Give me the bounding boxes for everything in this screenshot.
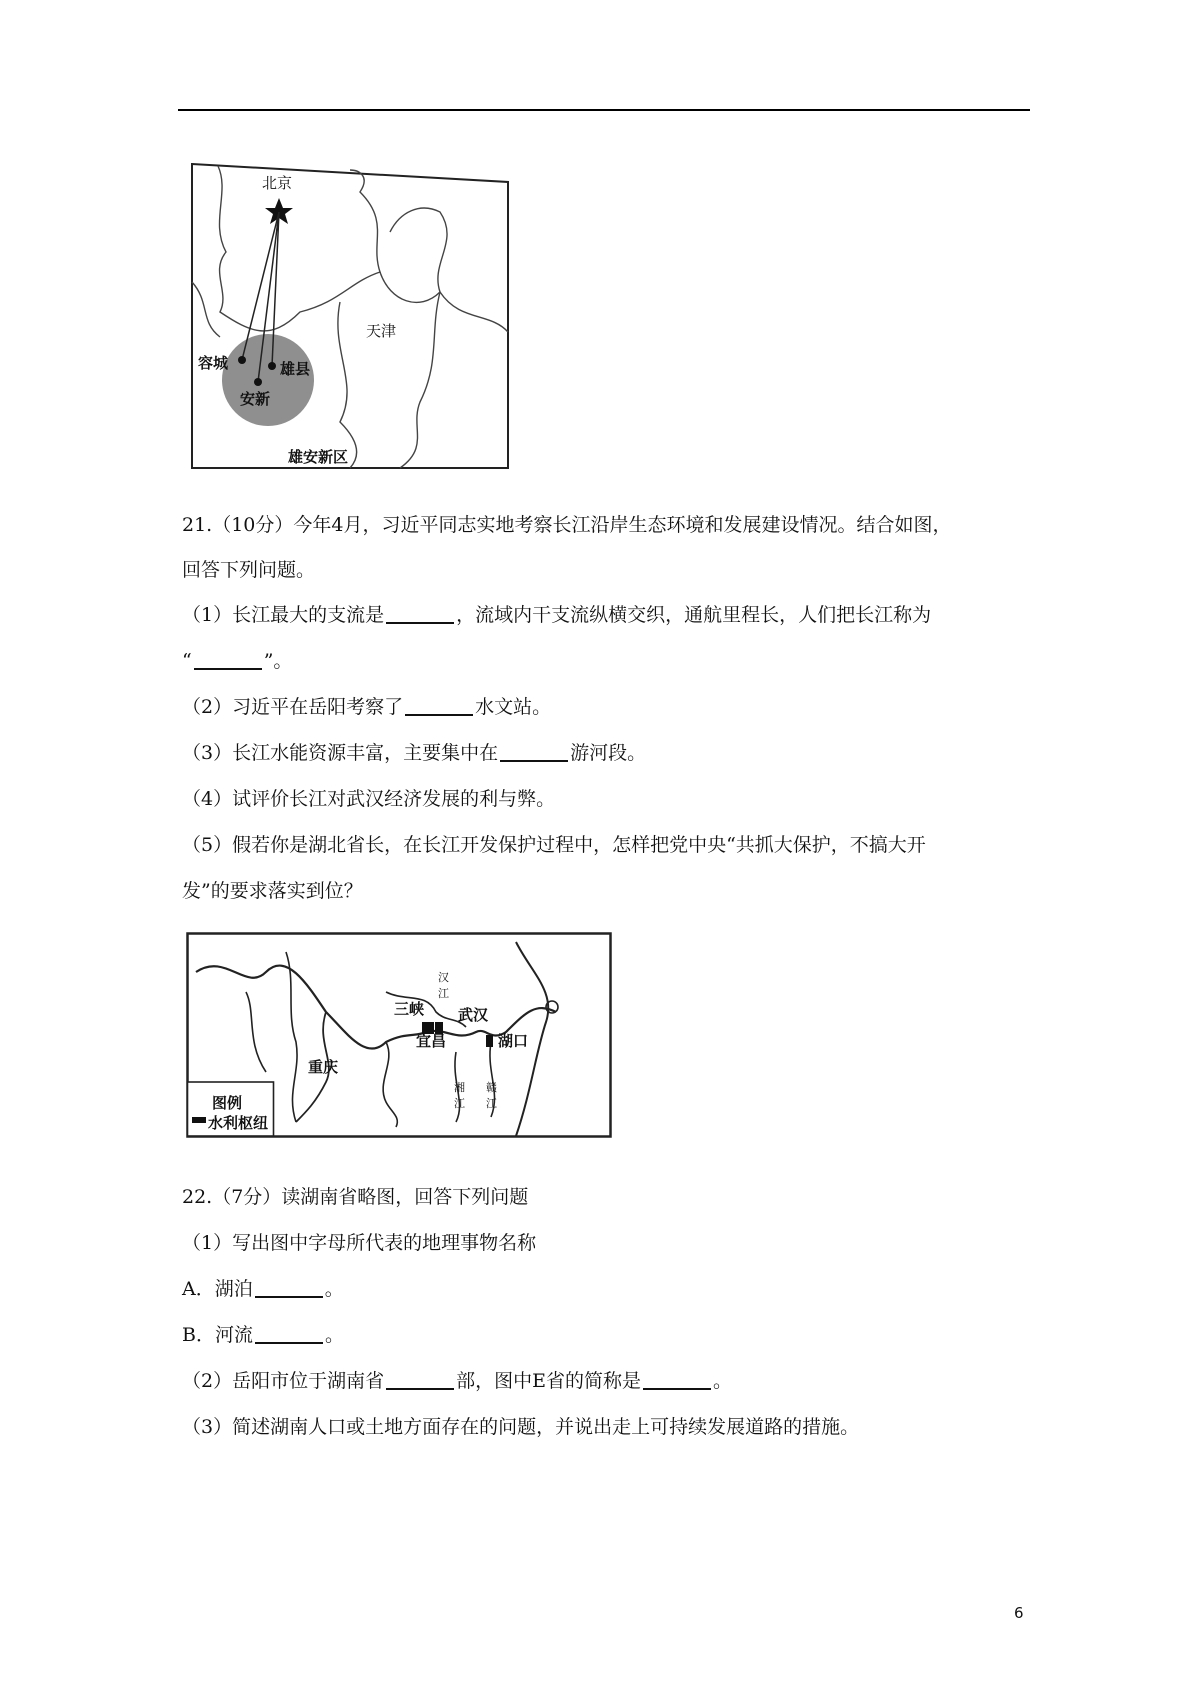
label-xiongxian: 雄县 — [280, 360, 311, 378]
q21-part5: （5）假若你是湖北省长，在长江开发保护过程中，怎样把党中央“共抓大保护，不搞大开 — [182, 834, 926, 856]
label-han-river-1: 汉 — [438, 971, 449, 984]
xiongan-map-drawing — [190, 162, 510, 474]
header-rule — [178, 109, 1030, 111]
label-han-river-2: 江 — [438, 987, 449, 1000]
label-hukou: 湖口 — [498, 1032, 529, 1050]
q22-header: 22.（7分）读湖南省略图，回答下列问题 — [182, 1186, 529, 1208]
q21-part2 — [182, 694, 551, 720]
q22-part1: （1）写出图中字母所代表的地理事物名称 — [182, 1232, 537, 1254]
yangtze-map-drawing — [186, 932, 612, 1138]
q21-part1-text-b: ，流域内干支流纵横交织，通航里程长，人们把长江称为 — [456, 604, 932, 626]
legend-item-hydro-project: 水利枢纽 — [208, 1114, 269, 1132]
q22-part-b-text: B．河流 — [182, 1324, 253, 1346]
page-number: 6 — [1014, 1604, 1024, 1622]
label-chongqing: 重庆 — [308, 1058, 339, 1076]
q22-part2-blank[interactable] — [386, 1368, 454, 1390]
q21-part3-text-b: 游河段。 — [570, 742, 647, 764]
q22-part2-text-a: （2）岳阳市位于湖南省 — [182, 1370, 385, 1392]
label-gan-river-2: 江 — [486, 1097, 497, 1110]
label-xiang-river-1: 湘 — [454, 1081, 465, 1094]
q22-part2 — [182, 1368, 732, 1394]
q22-part2-text-c: 。 — [712, 1370, 732, 1392]
q22-part-b-blank[interactable] — [255, 1322, 323, 1344]
q21-part1-blank-2[interactable] — [194, 648, 262, 670]
q22-part-a-blank[interactable] — [255, 1276, 323, 1298]
yangtze-map — [186, 932, 612, 1138]
label-sanxia: 三峡 — [394, 1000, 425, 1018]
q22-part2-blank-2[interactable] — [643, 1368, 711, 1390]
label-anxin: 安新 — [240, 390, 271, 408]
q22-part3: （3）简述湖南人口或土地方面存在的问题，并说出走上可持续发展道路的措施。 — [182, 1416, 860, 1438]
q21-part5-cont: 发”的要求落实到位？ — [182, 880, 363, 902]
q21-part3-text-a: （3）长江水能资源丰富，主要集中在 — [182, 742, 499, 764]
label-xiongan-new-area: 雄安新区 — [288, 448, 349, 466]
q21-part1-blank[interactable] — [386, 602, 454, 624]
q22-part-a-end: 。 — [324, 1278, 344, 1300]
label-beijing: 北京 — [262, 174, 293, 192]
label-yichang: 宜昌 — [416, 1032, 447, 1050]
q22-part-a — [182, 1276, 344, 1302]
q22-part-a-text: A．湖泊 — [182, 1278, 253, 1300]
q22-part-b — [182, 1322, 344, 1348]
label-gan-river-1: 赣 — [486, 1081, 497, 1094]
q21-part2-text-b: 水文站。 — [475, 696, 552, 718]
label-tianjin: 天津 — [366, 322, 397, 340]
q22-part-b-end: 。 — [324, 1324, 344, 1346]
q22-part2-text-b: 部，图中E省的简称是 — [456, 1370, 641, 1392]
q21-part1 — [182, 602, 931, 628]
q21-part1-open-quote: “ — [182, 650, 192, 672]
label-xiang-river-2: 江 — [454, 1097, 465, 1110]
label-rongcheng: 容城 — [198, 354, 229, 372]
q21-part2-blank[interactable] — [405, 694, 473, 716]
q21-header: 21.（10分）今年4月，习近平同志实地考察长江沿岸生态环境和发展建设情况。结合如图， — [182, 514, 952, 536]
q21-header-cont: 回答下列问题。 — [182, 559, 316, 581]
q21-part1-text-a: （1）长江最大的支流是 — [182, 604, 385, 626]
q21-part1-cont — [182, 648, 292, 674]
q21-part3-blank[interactable] — [500, 740, 568, 762]
q21-part3 — [182, 740, 646, 766]
legend-title: 图例 — [212, 1094, 243, 1112]
label-wuhan: 武汉 — [458, 1006, 489, 1024]
xiongan-map — [190, 162, 510, 474]
q21-part1-close-quote: ”。 — [263, 650, 293, 672]
q21-part4: （4）试评价长江对武汉经济发展的利与弊。 — [182, 788, 556, 810]
q21-part2-text-a: （2）习近平在岳阳考察了 — [182, 696, 404, 718]
